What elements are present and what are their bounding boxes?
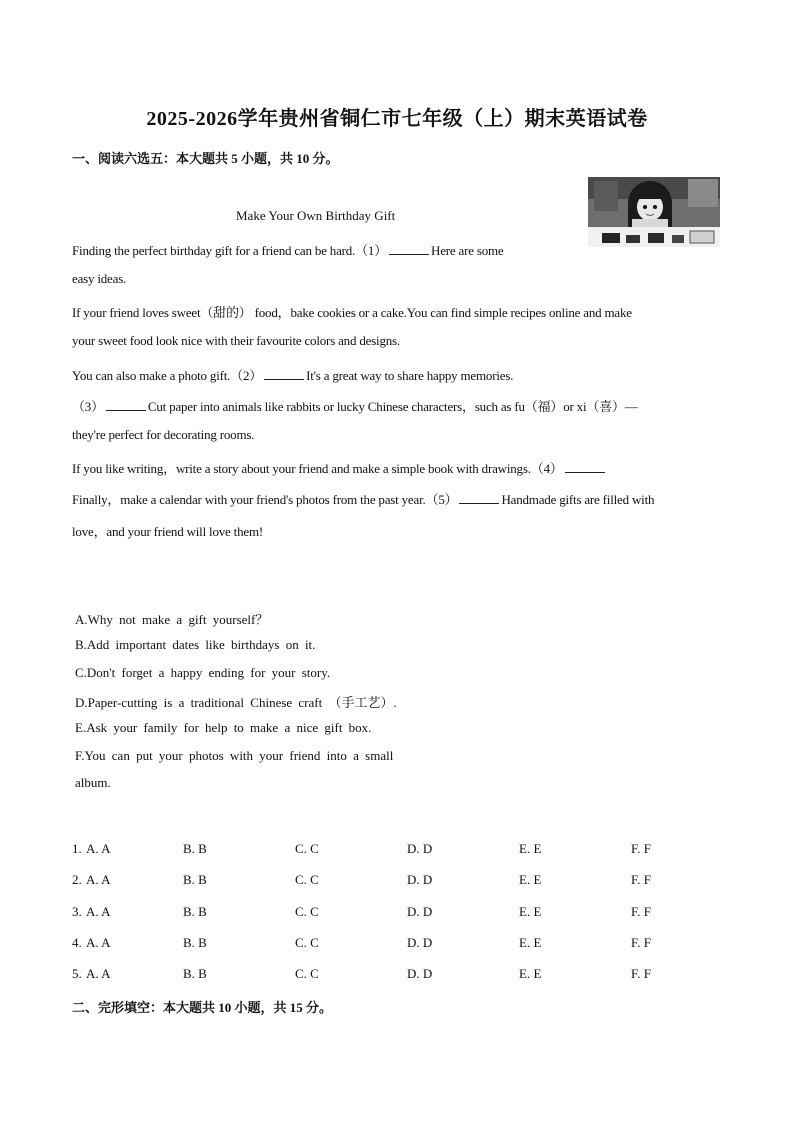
choice-a[interactable]: A. A <box>86 966 111 981</box>
choice-d[interactable]: D. D <box>407 935 433 950</box>
question-number: 1. <box>72 841 82 856</box>
question-row <box>72 841 672 859</box>
question-row <box>72 904 672 922</box>
choice-e[interactable]: E. E <box>519 966 542 981</box>
option-d: D.Paper-cutting is a traditional Chinese craft （手工艺）. <box>75 695 397 710</box>
girl-drawing-photo <box>588 177 720 247</box>
passage-line-6: （3） Cut paper into animals like rabbits or lucky Chinese characters，such as fu（福）or xi（喜）— <box>72 399 638 414</box>
passage-line-8: If you like writing，write a story about your friend and make a simple book with drawings.（4） <box>72 458 607 477</box>
option-f: F.You can put your photos with your friend into a small <box>75 748 394 763</box>
choice-e[interactable]: E. E <box>519 935 542 950</box>
question-row <box>72 966 672 984</box>
question-number: 4. <box>72 935 82 950</box>
passage-line-2: easy ideas. <box>72 271 127 286</box>
choice-f[interactable]: F. F <box>631 841 651 856</box>
choice-b[interactable]: B. B <box>183 935 207 950</box>
blank-4 <box>565 461 605 473</box>
choice-b[interactable]: B. B <box>183 904 207 919</box>
choice-b[interactable]: B. B <box>183 841 207 856</box>
choice-d[interactable]: D. D <box>407 841 433 856</box>
passage-line-7: they're perfect for decorating rooms. <box>72 427 255 442</box>
blank-1 <box>389 243 429 255</box>
option-a: A.Why not make a gift yourself？ <box>75 612 269 627</box>
choice-c[interactable]: C. C <box>295 966 319 981</box>
choice-e[interactable]: E. E <box>519 872 542 887</box>
question-number: 3. <box>72 904 82 919</box>
blank-3 <box>106 399 146 411</box>
passage-line-5: You can also make a photo gift.（2） It's a great way to share happy memories. <box>72 368 514 383</box>
choice-c[interactable]: C. C <box>295 904 319 919</box>
passage-line-4: your sweet food look nice with their favourite colors and designs. <box>72 333 400 348</box>
blank-5 <box>459 492 499 504</box>
choice-a[interactable]: A. A <box>86 904 111 919</box>
option-b: B.Add important dates like birthdays on it. <box>75 637 316 652</box>
blank-2 <box>264 368 304 380</box>
option-e: E.Ask your family for help to make a nice gift box. <box>75 720 372 735</box>
section-1-heading: 一、阅读六选五：本大题共 5 小题，共 10 分。 <box>72 151 339 166</box>
choice-f[interactable]: F. F <box>631 935 651 950</box>
choice-b[interactable]: B. B <box>183 966 207 981</box>
choice-a[interactable]: A. A <box>86 841 111 856</box>
passage-line-9: Finally，make a calendar with your friend's photos from the past year.（5） Handmade gifts are filled with <box>72 492 655 507</box>
choice-c[interactable]: C. C <box>295 872 319 887</box>
section-2-heading: 二、完形填空：本大题共 10 小题，共 15 分。 <box>72 1000 333 1015</box>
choice-c[interactable]: C. C <box>295 935 319 950</box>
passage-line-10: love，and your friend will love them! <box>72 524 263 539</box>
question-number: 2. <box>72 872 82 887</box>
choice-f[interactable]: F. F <box>631 904 651 919</box>
option-c: C.Don't forget a happy ending for your story. <box>75 665 331 680</box>
question-row <box>72 935 672 953</box>
choice-d[interactable]: D. D <box>407 904 433 919</box>
choice-c[interactable]: C. C <box>295 841 319 856</box>
choice-d[interactable]: D. D <box>407 872 433 887</box>
exam-title: 2025-2026学年贵州省铜仁市七年级（上）期末英语试卷 <box>146 108 648 130</box>
question-row <box>72 872 672 890</box>
choice-d[interactable]: D. D <box>407 966 433 981</box>
choice-e[interactable]: E. E <box>519 904 542 919</box>
passage-title: Make Your Own Birthday Gift <box>236 208 396 223</box>
question-number: 5. <box>72 966 82 981</box>
choice-f[interactable]: F. F <box>631 966 651 981</box>
choice-e[interactable]: E. E <box>519 841 542 856</box>
passage-line-3: If your friend loves sweet（甜的） food，bake cookies or a cake.You can find simple recipes online and make <box>72 305 632 320</box>
choice-a[interactable]: A. A <box>86 872 111 887</box>
choice-f[interactable]: F. F <box>631 872 651 887</box>
option-f-cont: album. <box>75 775 111 790</box>
choice-a[interactable]: A. A <box>86 935 111 950</box>
passage-line-1: Finding the perfect birthday gift for a friend can be hard.（1） Here are some <box>72 243 504 258</box>
choice-b[interactable]: B. B <box>183 872 207 887</box>
